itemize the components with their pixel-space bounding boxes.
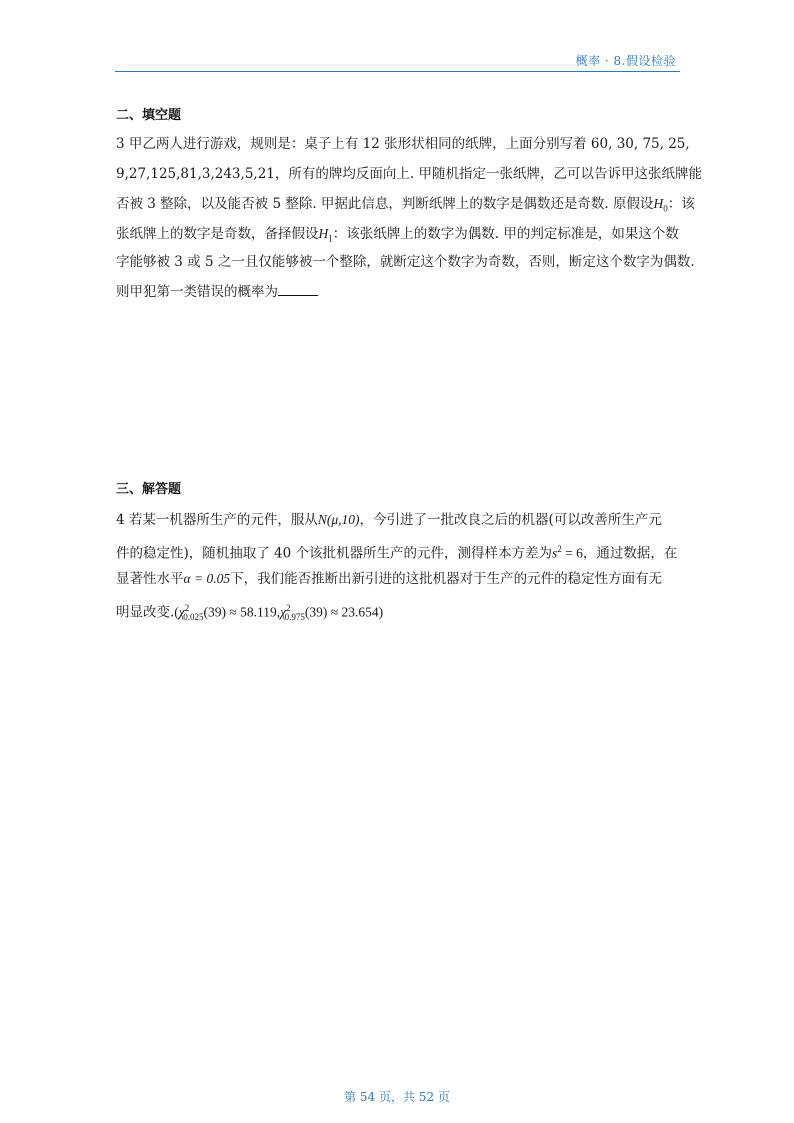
section-title-answer: 三、解答题 (116, 482, 182, 497)
question-4-line-4: 明显改变$.(\chi^2_{0.025}(39) \approx 58.119,\chi^2_{0.975}(39) \approx 23.654)$ (116, 602, 384, 622)
question-3-line-1: 3 甲乙两人进行游戏，规则是：桌子上有 12 张形状相同的纸牌，上面分别写着 60, 30, 75, 25, (116, 136, 690, 152)
question-3 (116, 130, 702, 307)
header-title: 概率 · 8.假设检验 (575, 54, 676, 68)
normal-distribution-formula: N(μ,10) (317, 512, 360, 527)
question-3-line-2: 9,27,125,81,3,243,5,21，所有的牌均反面向上. 甲随机指定一张纸牌，乙可以告诉甲这张纸牌能 (116, 165, 702, 182)
answer-blank[interactable] (278, 283, 318, 296)
question-4-line-3: 显著性水平α = 0.05下，我们能否推断出新引进的这批机器对于生产的元件的稳定性方面有无 (116, 571, 663, 587)
question-3-line-5: 字能够被 3 或 5 之一且仅能够被一个整除，就断定这个数字为奇数，否则，断定这个数字为偶数. (116, 254, 695, 270)
page-footer: 第 54 页，共 52 页 (344, 1090, 450, 1104)
question-3-line-4: 张纸牌上的数字是奇数，备择假设$H_1$：该张纸牌上的数字为偶数. 甲的判定标准是，如果这个数 (116, 225, 679, 244)
question-4-line-2: 件的稳定性)，随机抽取了 40 个该批机器所生产的元件，测得样本方差为$s^2 = 6$，通过数据，在 (116, 543, 678, 561)
section-title-fill-blank: 二、填空题 (116, 108, 182, 123)
question-4-line-1: 4 若某一机器所生产的元件，服从N(μ,10)，今引进了一批改良之后的机器(可以改善所生产元 (116, 512, 662, 528)
question-3-line-6: 则甲犯第一类错误的概率为 (116, 278, 682, 308)
page-header (115, 44, 680, 72)
question-4 (116, 505, 682, 623)
question-3-line-3: 否被 3 整除，以及能否被 5 整除. 甲据此信息，判断纸牌上的数字是偶数还是奇数. 原假设$H_0$：该 (116, 196, 695, 214)
